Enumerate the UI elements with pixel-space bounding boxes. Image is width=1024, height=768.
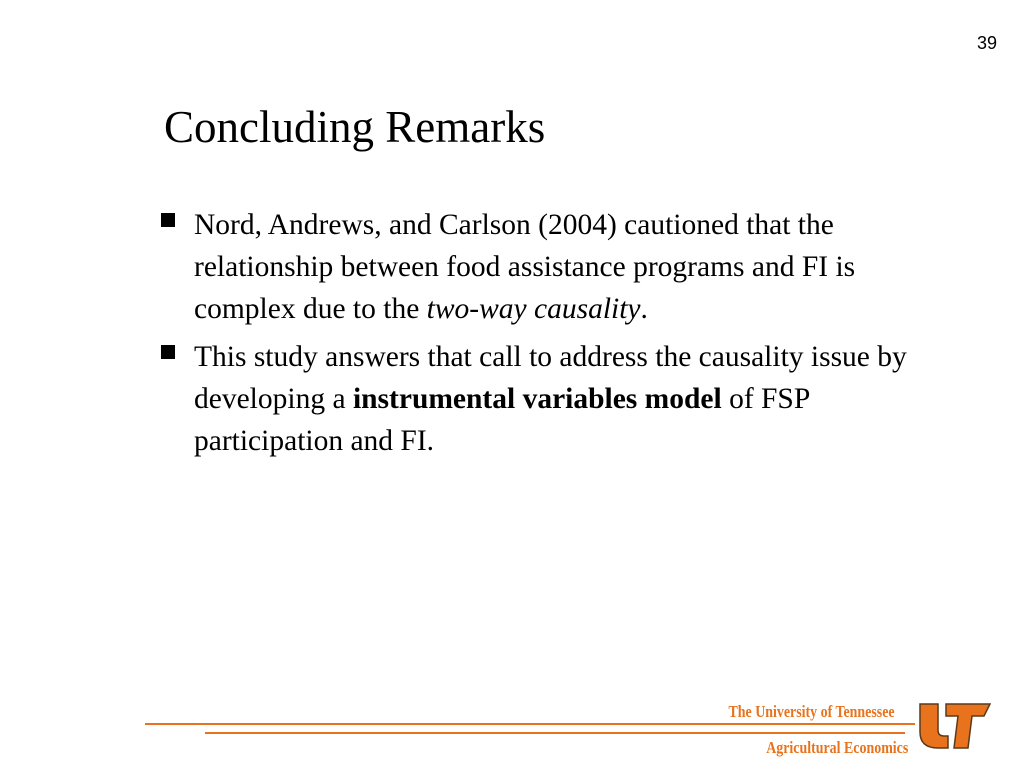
ut-logo-icon — [918, 698, 992, 752]
bullet-strong: instrumental variables model — [352, 383, 722, 415]
bullet-text: Nord, Andrews, and Carlson (2004) cautioned that the relationship between food assistance programs and FI is complex due to the — [194, 209, 856, 325]
slide-number: 39 — [976, 33, 997, 53]
bullet-item — [157, 336, 947, 462]
bullet-text-end: of FSP participation and FI. — [194, 383, 810, 457]
square-bullet-icon — [161, 213, 175, 227]
footer-line-top — [145, 723, 915, 725]
footer-university: The University of Tennessee — [728, 702, 895, 721]
bullet-text: This study answers that call to address the causality issue by developing a — [194, 341, 907, 415]
square-bullet-icon — [161, 345, 175, 359]
bullet-item — [157, 204, 947, 330]
slide-title: Concluding Remarks — [164, 102, 546, 152]
bullet-list — [157, 204, 947, 468]
footer-line-bottom — [205, 732, 905, 734]
bullet-text-end: . — [640, 293, 648, 325]
footer-department: Agricultural Economics — [765, 738, 908, 757]
bullet-emphasis: two-way causality — [426, 293, 641, 325]
